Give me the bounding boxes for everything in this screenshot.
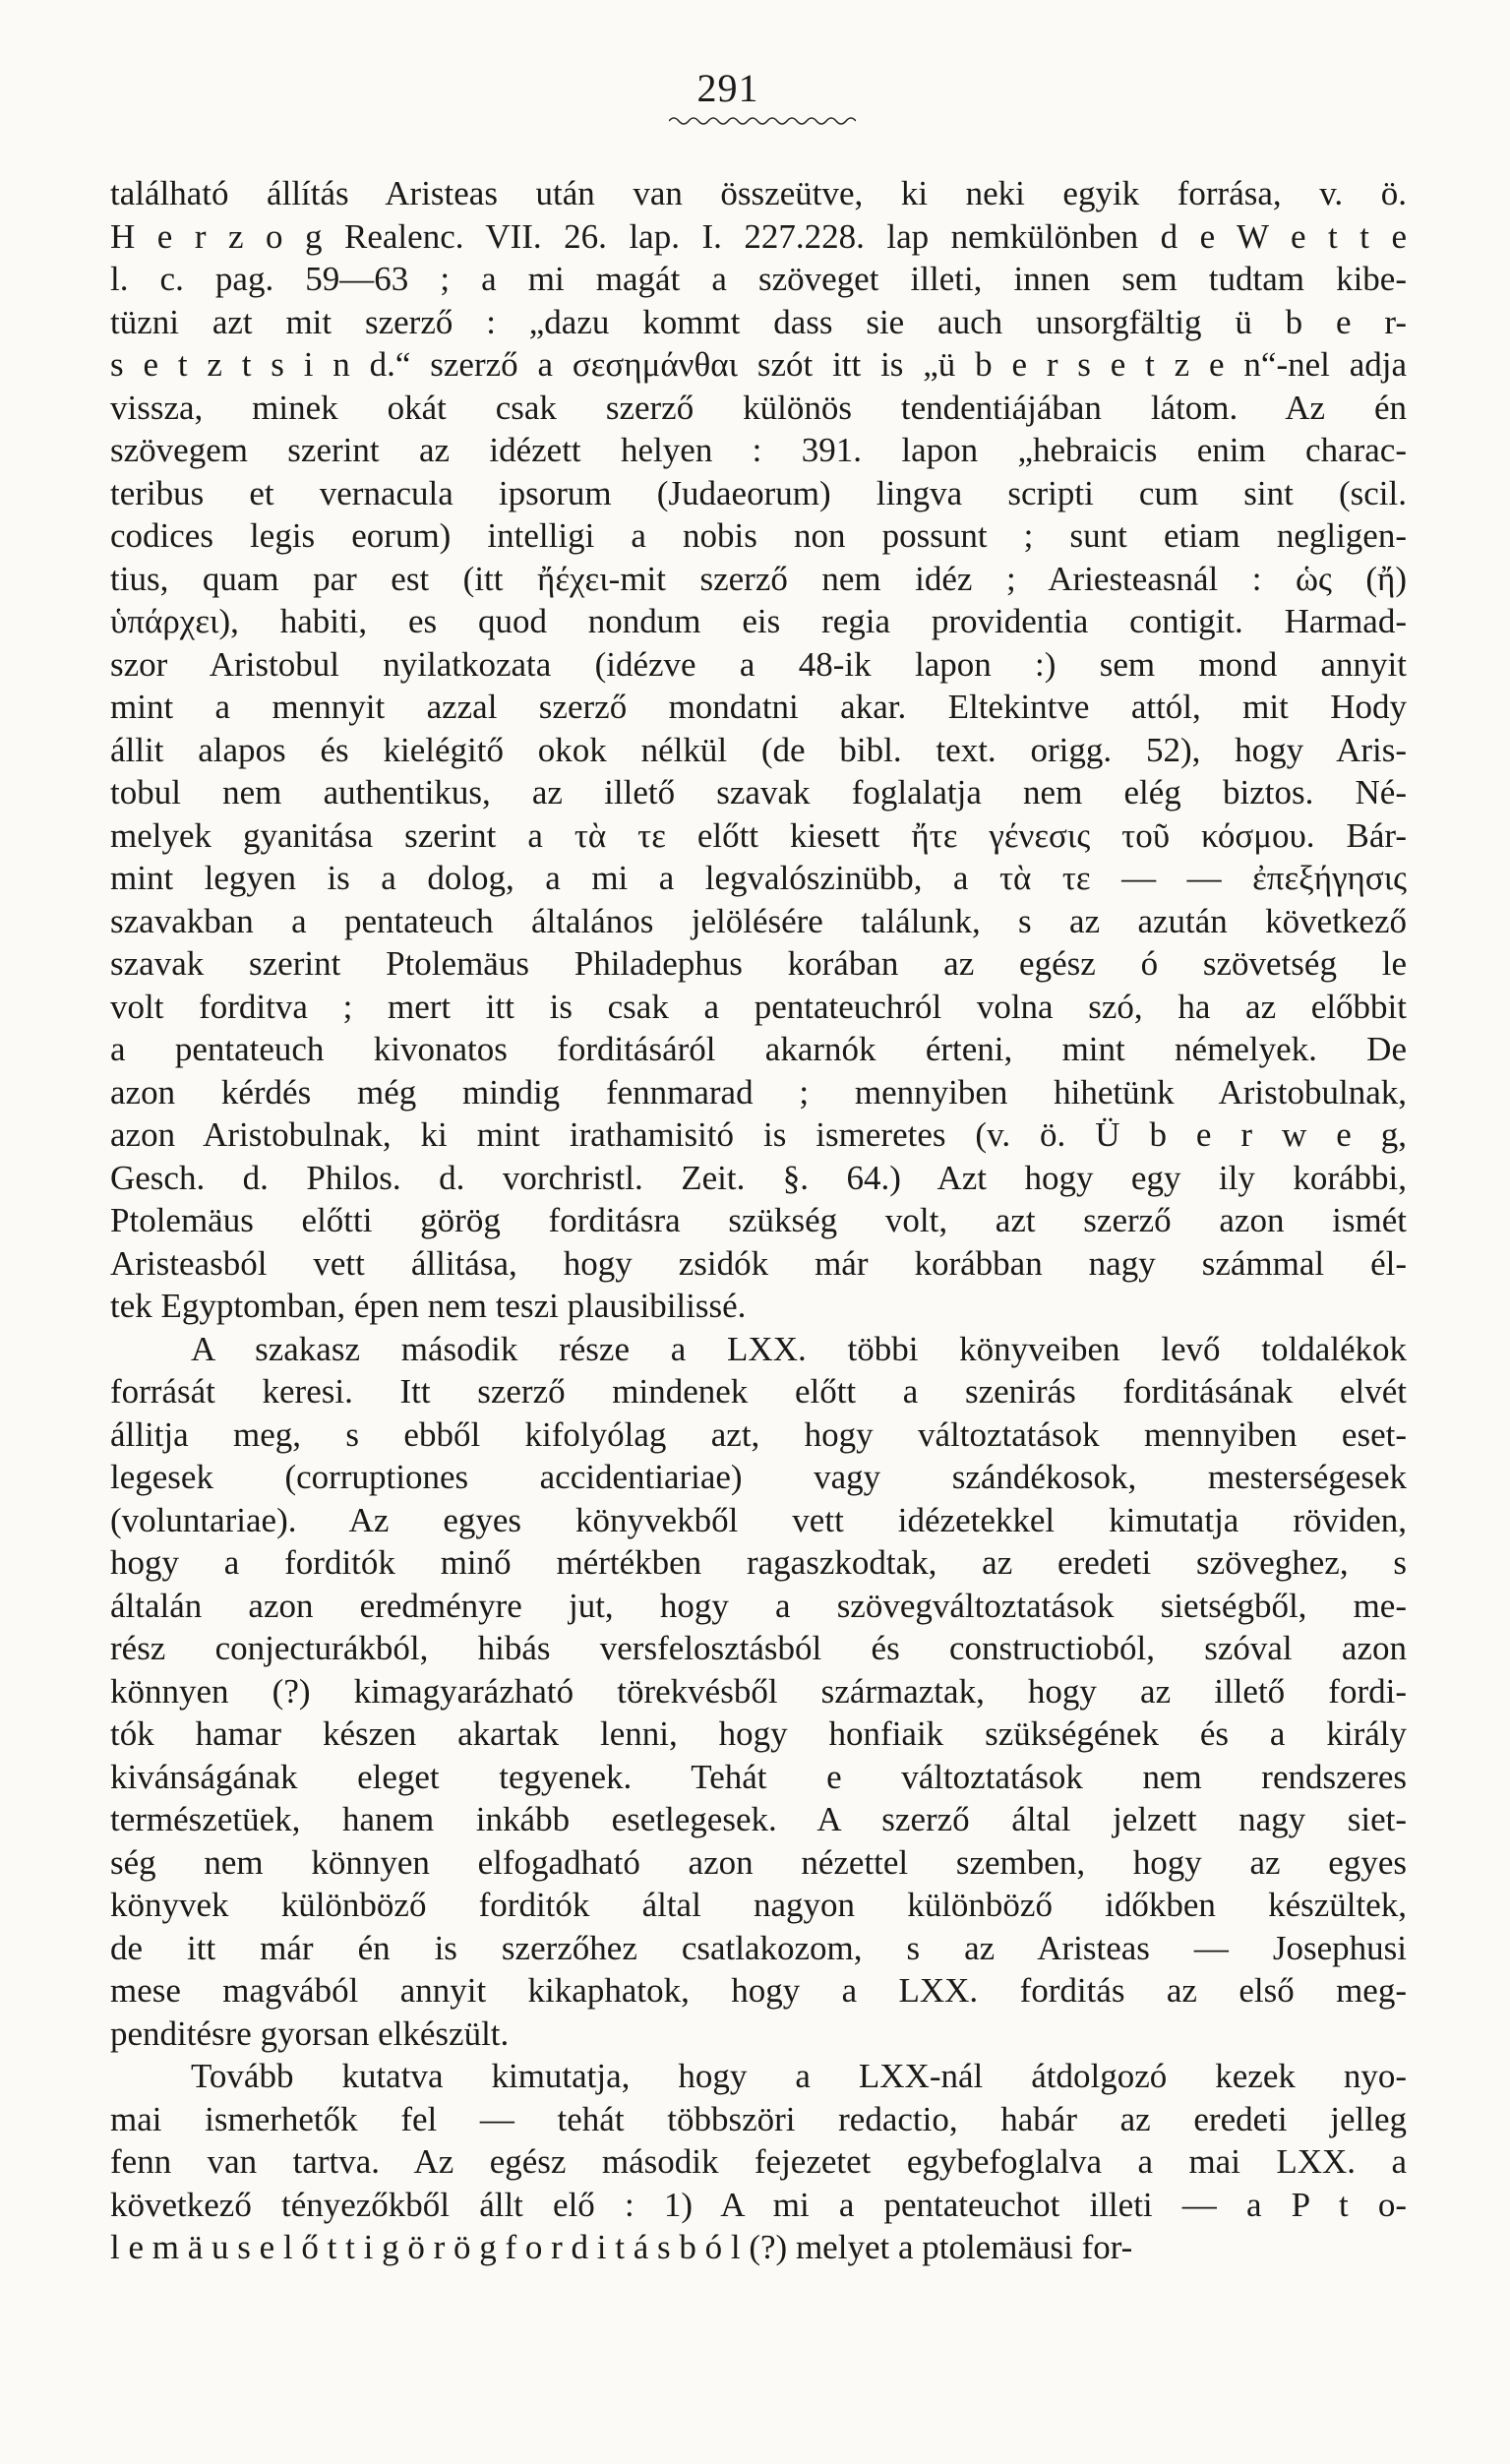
text-line: Gesch. d. Philos. d. vorchristl. Zeit. §. 64.) Azt hogy egy ily korábbi, — [110, 1158, 1407, 1197]
text-line: volt forditva ; mert itt is csak a pentateuchról volna szó, ha az előbbit — [110, 987, 1407, 1026]
text-line: tüzni azt mit szerző : „dazu kommt dass sie auch unsorgfältig ü b e r- — [110, 302, 1407, 341]
body-text — [110, 172, 1407, 2269]
text-line: következő tényezőkből állt elő : 1) A mi a pentateuchot illeti — a P t o- — [110, 2185, 1407, 2224]
text-line: szavakban a pentateuch általános jelölésére találunk, s az azután következő — [110, 901, 1407, 940]
paragraph — [110, 172, 1407, 1328]
text-line: vissza, minek okát csak szerző különös tendentiájában látom. Az én — [110, 388, 1407, 427]
text-line: ség nem könnyen elfogadható azon nézettel szemben, hogy az egyes — [110, 1842, 1407, 1882]
text-line: található állítás Aristeas után van összeütve, ki neki egyik forrása, v. ö. — [110, 174, 1407, 212]
text-line: H e r z o g Realenc. VII. 26. lap. I. 227.228. lap nemkülönben d e W e t t e — [110, 216, 1407, 256]
text-line: könnyen (?) kimagyarázható törekvésből származtak, hogy az illető fordi- — [110, 1671, 1407, 1711]
text-line: ὑπάρχει), habiti, es quod nondum eis regia providentia contigit. Harmad- — [110, 602, 1407, 640]
page-number: 291 — [696, 66, 759, 110]
text-line: s e t z t s i n d.“ szerző a σεσημάνθαι szót itt is „ü b e r s e t z e n“-nel adja — [110, 345, 1407, 384]
wavy-rule — [669, 114, 856, 128]
text-line: l. c. pag. 59—63 ; a mi magát a szöveget illeti, innen sem tudtam kibe- — [110, 260, 1407, 298]
text-line: mese magvából annyit kikaphatok, hogy a LXX. forditás az első meg- — [110, 1971, 1407, 2010]
text-line: azon kérdés még mindig fennmarad ; mennyiben hihetünk Aristobulnak, — [110, 1072, 1407, 1112]
paragraph — [110, 2055, 1407, 2269]
text-line: l e m ä u s e l ő t t i g ö r ö g f o r d i t á s b ó l (?) melyet a ptolemäusi for- — [110, 2228, 1133, 2266]
text-line: természetüek, hanem inkább esetlegesek. A szerző által jelzett nagy siet- — [110, 1800, 1407, 1838]
text-line: kivánságának eleget tegyenek. Tehát e változtatások nem rendszeres — [110, 1757, 1407, 1796]
text-line: mai ismerhetők fel — tehát többszöri redactio, habár az eredeti jelleg — [110, 2099, 1407, 2138]
text-line: tek Egyptomban, épen nem teszi plausibilissé. — [110, 1287, 747, 1325]
text-line: Ptolemäus előtti görög forditásra szükség volt, azt szerző azon ismét — [110, 1201, 1407, 1239]
text-line: azon Aristobulnak, ki mint irathamisitó is ismeretes (v. ö. Ü b e r w e g, — [110, 1115, 1407, 1154]
text-line: szor Aristobul nyilatkozata (idézve a 48-ik lapon :) sem mond annyit — [110, 644, 1407, 684]
text-line: hogy a forditók minő mértékben ragaszkodtak, az eredeti szöveghez, s — [110, 1543, 1407, 1582]
text-line: teribus et vernacula ipsorum (Judaeorum) lingva scripti cum sint (scil. — [110, 473, 1407, 512]
text-line: Aristeasból vett állitása, hogy zsidók már korábban nagy számmal él- — [110, 1243, 1407, 1283]
text-line: tók hamar készen akartak lenni, hogy honfiaik szükségének és a király — [110, 1714, 1407, 1753]
text-line: általán azon eredményre jut, hogy a szövegváltoztatások sietségből, me- — [110, 1586, 1407, 1625]
text-line: mint a mennyit azzal szerző mondatni akar. Eltekintve attól, mit Hody — [110, 688, 1407, 726]
text-line: könyvek különböző forditók által nagyon különböző időkben készültek, — [110, 1886, 1407, 1924]
text-line: állit alapos és kielégitő okok nélkül (de bibl. text. origg. 52), hogy Aris- — [110, 730, 1407, 769]
text-line: mint legyen is a dolog, a mi a legvalószinübb, a τὰ τε — — ἐπεξήγησις — [110, 859, 1407, 897]
text-line: állitja meg, s ebből kifolyólag azt, hogy változtatások mennyiben eset- — [110, 1414, 1407, 1454]
text-line: szavak szerint Ptolemäus Philadephus korában az egész ó szövetség le — [110, 944, 1407, 983]
text-line: forrását keresi. Itt szerző mindenek előtt a szenirás forditásának elvét — [110, 1372, 1407, 1411]
text-line: szövegem szerint az idézett helyen : 391. lapon „hebraicis enim charac- — [110, 431, 1407, 469]
text-line: tius, quam par est (itt ἤέχει-mit szerző nem idéz ; Ariesteasnál : ὡς (ἤ) — [110, 559, 1407, 598]
text-line: Tovább kutatva kimutatja, hogy a LXX-nál átdolgozó kezek nyo- — [191, 2057, 1407, 2095]
paragraph — [110, 1328, 1407, 2056]
text-line: fenn van tartva. Az egész második fejezetet egybefoglalva a mai LXX. a — [110, 2142, 1407, 2181]
text-line: (voluntariae). Az egyes könyvekből vett idézetekkel kimutatja röviden, — [110, 1500, 1407, 1539]
text-line: penditésre gyorsan elkészült. — [110, 2013, 510, 2053]
text-line: legesek (corruptiones accidentiariae) vagy szándékosok, mesterségesek — [110, 1458, 1407, 1496]
text-line: codices legis eorum) intelligi a nobis non possunt ; sunt etiam negligen- — [110, 516, 1407, 555]
text-line: a pentateuch kivonatos forditásáról akarnók érteni, mint némelyek. De — [110, 1030, 1407, 1068]
text-line: A szakasz második része a LXX. többi könyveiben levő toldalékok — [191, 1329, 1407, 1368]
text-line: tobul nem authentikus, az illető szavak foglalatja nem elég biztos. Né- — [110, 773, 1407, 811]
text-line: de itt már én is szerzőhez csatlakozom, s az Aristeas — Josephusi — [110, 1928, 1407, 1967]
text-line: rész conjecturákból, hibás versfelosztásból és constructioból, szóval azon — [110, 1629, 1407, 1667]
text-line: melyek gyanitása szerint a τὰ τε előtt kiesett ἤτε γένεσις τοῦ κόσμου. Bár- — [110, 815, 1407, 855]
